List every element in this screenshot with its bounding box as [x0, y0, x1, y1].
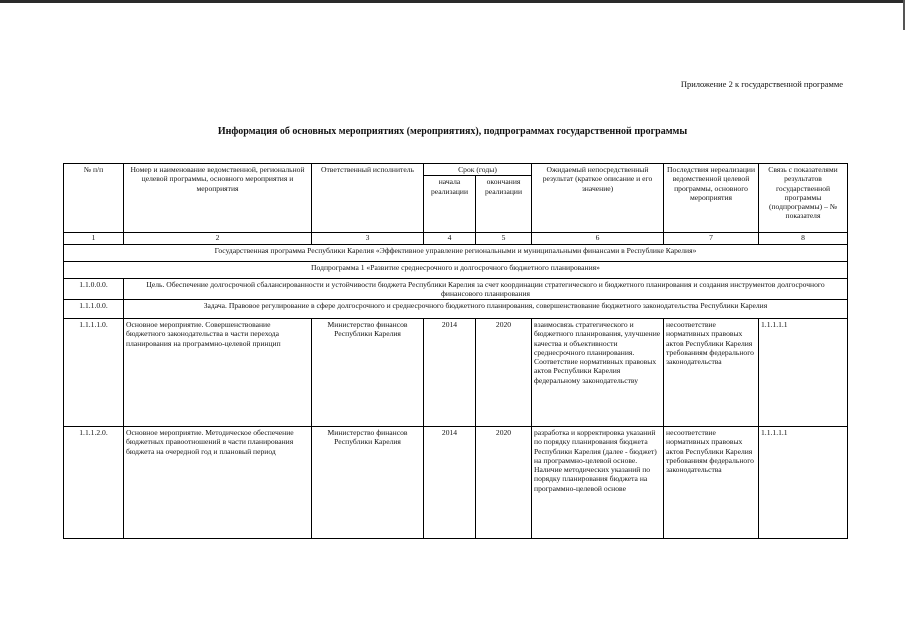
- goal-row: [64, 278, 848, 300]
- row-start-year: 2014: [424, 319, 476, 427]
- task-row: [64, 300, 848, 319]
- program-title: Государственная программа Республики Карелия «Эффективное управление региональными и муниципальными финансами в Республике Карелия»: [64, 244, 848, 261]
- header-result: Ожидаемый непосредственный результат (краткое описание и его значение): [532, 164, 664, 233]
- column-numbers-row: [64, 233, 848, 244]
- annex-label: Приложение 2 к государственной программе: [680, 79, 843, 89]
- header-period: Срок (годы): [424, 164, 532, 176]
- header-row: [64, 164, 848, 176]
- task-code: 1.1.1.0.0.: [64, 300, 124, 319]
- col-number: 6: [532, 233, 664, 244]
- program-row: [64, 244, 848, 261]
- header-name: Номер и наименование ведомственной, региональной целевой программы, основного мероприятия и мероприятия: [124, 164, 312, 233]
- table-row: [64, 319, 848, 427]
- header-end: окончания реализации: [476, 176, 532, 233]
- col-number: 2: [124, 233, 312, 244]
- row-consequences: несоответствие нормативных правовых актов Республики Карелия требованиям федерального законодательства: [664, 319, 759, 427]
- scan-edge-top: [0, 0, 905, 3]
- col-number: 7: [664, 233, 759, 244]
- row-start-year: 2014: [424, 427, 476, 539]
- row-link: 1.1.1.1.1: [759, 427, 848, 539]
- row-end-year: 2020: [476, 427, 532, 539]
- row-responsible: Министерство финансов Республики Карелия: [312, 319, 424, 427]
- header-consequences: Последствия нереализации ведомственной целевой программы, основного мероприятия: [664, 164, 759, 233]
- row-result: разработка и корректировка указаний по порядку планирования бюджета Республики Карелия (далее - бюджет) на программно-целевой основе. Наличие методических указаний по порядку планирования бюджета на программно-целевой основе: [532, 427, 664, 539]
- header-num: № п/п: [64, 164, 124, 233]
- row-link: 1.1.1.1.1: [759, 319, 848, 427]
- task-text: Задача. Правовое регулирование в сфере долгосрочного и среднесрочного бюджетного планирования, совершенствование бюджетного законодательства Республики Карелия: [124, 300, 848, 319]
- subprogram-row: [64, 261, 848, 278]
- row-code: 1.1.1.2.0.: [64, 427, 124, 539]
- document-title: Информация об основных мероприятиях (мероприятиях), подпрограммах государственной программы: [217, 126, 688, 137]
- header-link: Связь с показателями результатов государственной программы (подпрограммы) – № показателя: [759, 164, 848, 233]
- table-row: [64, 427, 848, 539]
- col-number: 3: [312, 233, 424, 244]
- col-number: 5: [476, 233, 532, 244]
- row-code: 1.1.1.1.0.: [64, 319, 124, 427]
- col-number: 1: [64, 233, 124, 244]
- goal-code: 1.1.0.0.0.: [64, 278, 124, 300]
- subprogram-title: Подпрограмма 1 «Развитие среднесрочного и долгосрочного бюджетного планирования»: [64, 261, 848, 278]
- row-end-year: 2020: [476, 319, 532, 427]
- goal-text: Цель. Обеспечение долгосрочной сбалансированности и устойчивости бюджета Республики Карелия за счет координации стратегического и бюджетного планирования и создания инструментов долгосрочного финансового планирования: [124, 278, 848, 300]
- row-responsible: Министерство финансов Республики Карелия: [312, 427, 424, 539]
- col-number: 8: [759, 233, 848, 244]
- row-name: Основное мероприятие. Методическое обеспечение бюджетных правоотношений в части планирования бюджета на очередной год и плановый период: [124, 427, 312, 539]
- measures-table: [63, 163, 848, 539]
- header-resp: Ответственный исполнитель: [312, 164, 424, 233]
- header-start: начала реализации: [424, 176, 476, 233]
- row-name: Основное мероприятие. Совершенствование бюджетного законодательства в части перехода планирования на программно-целевой принцип: [124, 319, 312, 427]
- row-consequences: несоответствие нормативных правовых актов Республики Карелия требованиям федерального законодательства: [664, 427, 759, 539]
- row-result: взаимосвязь стратегического и бюджетного планирования, улучшение качества и объективности среднесрочного планирования. Соответствие нормативных правовых актов Республики Карелия федеральному законодательству: [532, 319, 664, 427]
- col-number: 4: [424, 233, 476, 244]
